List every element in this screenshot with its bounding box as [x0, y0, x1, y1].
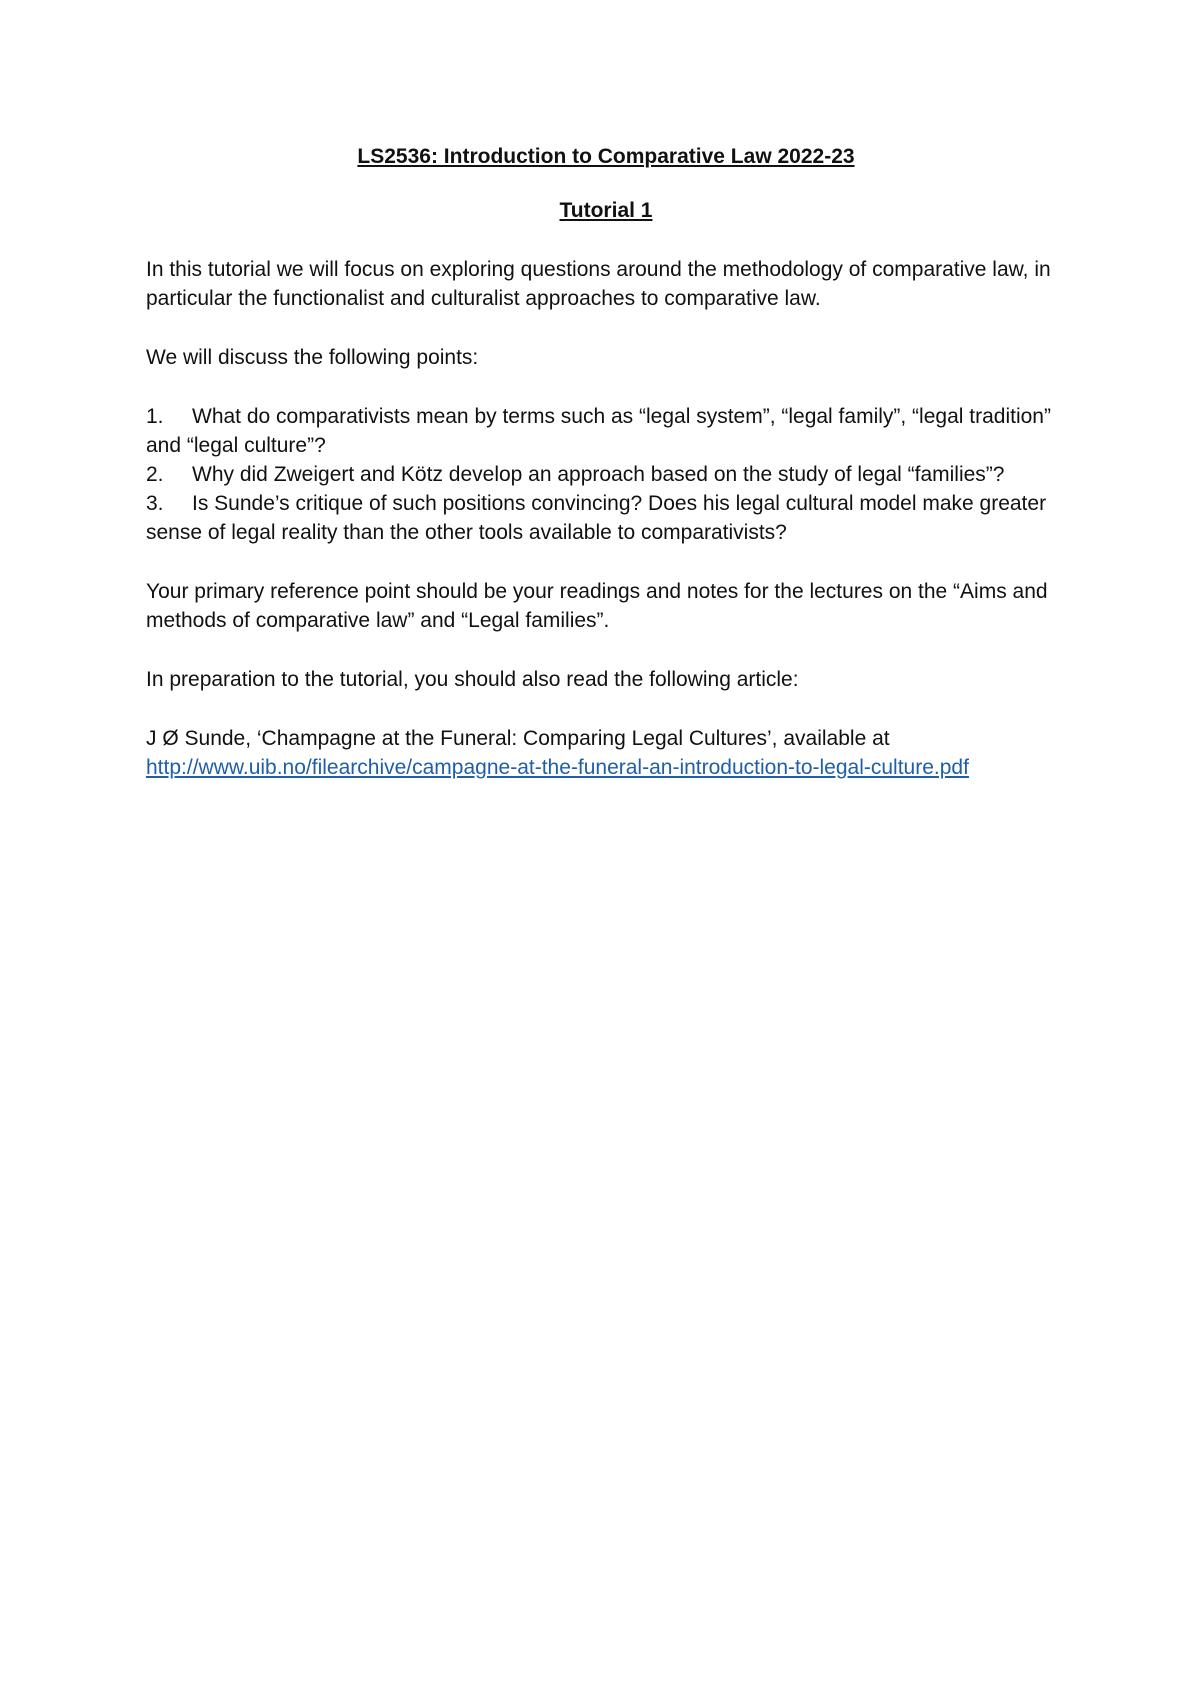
- discussion-lead: We will discuss the following points:: [146, 346, 479, 369]
- article-citation: J Ø Sunde, ‘Champagne at the Funeral: Comparing Legal Cultures’, available at: [146, 727, 890, 750]
- discussion-points-list: [146, 402, 1066, 547]
- list-item-text: Is Sunde’s critique of such positions convincing? Does his legal cultural model make greater sense of legal reality than the other tools available to comparativists?: [146, 492, 1047, 544]
- list-item-number: 2.: [146, 463, 164, 486]
- list-item: [146, 402, 1066, 460]
- list-item: [146, 489, 1066, 547]
- list-item: [146, 460, 1066, 489]
- document-subtitle: Tutorial 1: [559, 199, 653, 222]
- list-item-text: Why did Zweigert and Kötz develop an approach based on the study of legal “families”?: [192, 463, 1005, 486]
- list-item-text: What do comparativists mean by terms such as “legal system”, “legal family”, “legal tradition” and “legal culture”?: [146, 405, 1051, 457]
- intro-paragraph: In this tutorial we will focus on exploring questions around the methodology of comparative law, in particular the functionalist and culturalist approaches to comparative law.: [146, 258, 1051, 310]
- article-link[interactable]: http://www.uib.no/filearchive/campagne-at-the-funeral-an-introduction-to-legal-culture.pdf: [146, 756, 969, 779]
- article-citation-paragraph: [146, 724, 1066, 782]
- preparation-paragraph: In preparation to the tutorial, you should also read the following article:: [146, 668, 799, 691]
- list-item-number: 3.: [146, 492, 164, 515]
- list-item-number: 1.: [146, 405, 164, 428]
- document-content: [146, 142, 1066, 812]
- reference-paragraph: Your primary reference point should be your readings and notes for the lectures on the “Aims and methods of comparative law” and “Legal families”.: [146, 580, 1048, 632]
- document-title: LS2536: Introduction to Comparative Law 2022-23: [357, 145, 855, 168]
